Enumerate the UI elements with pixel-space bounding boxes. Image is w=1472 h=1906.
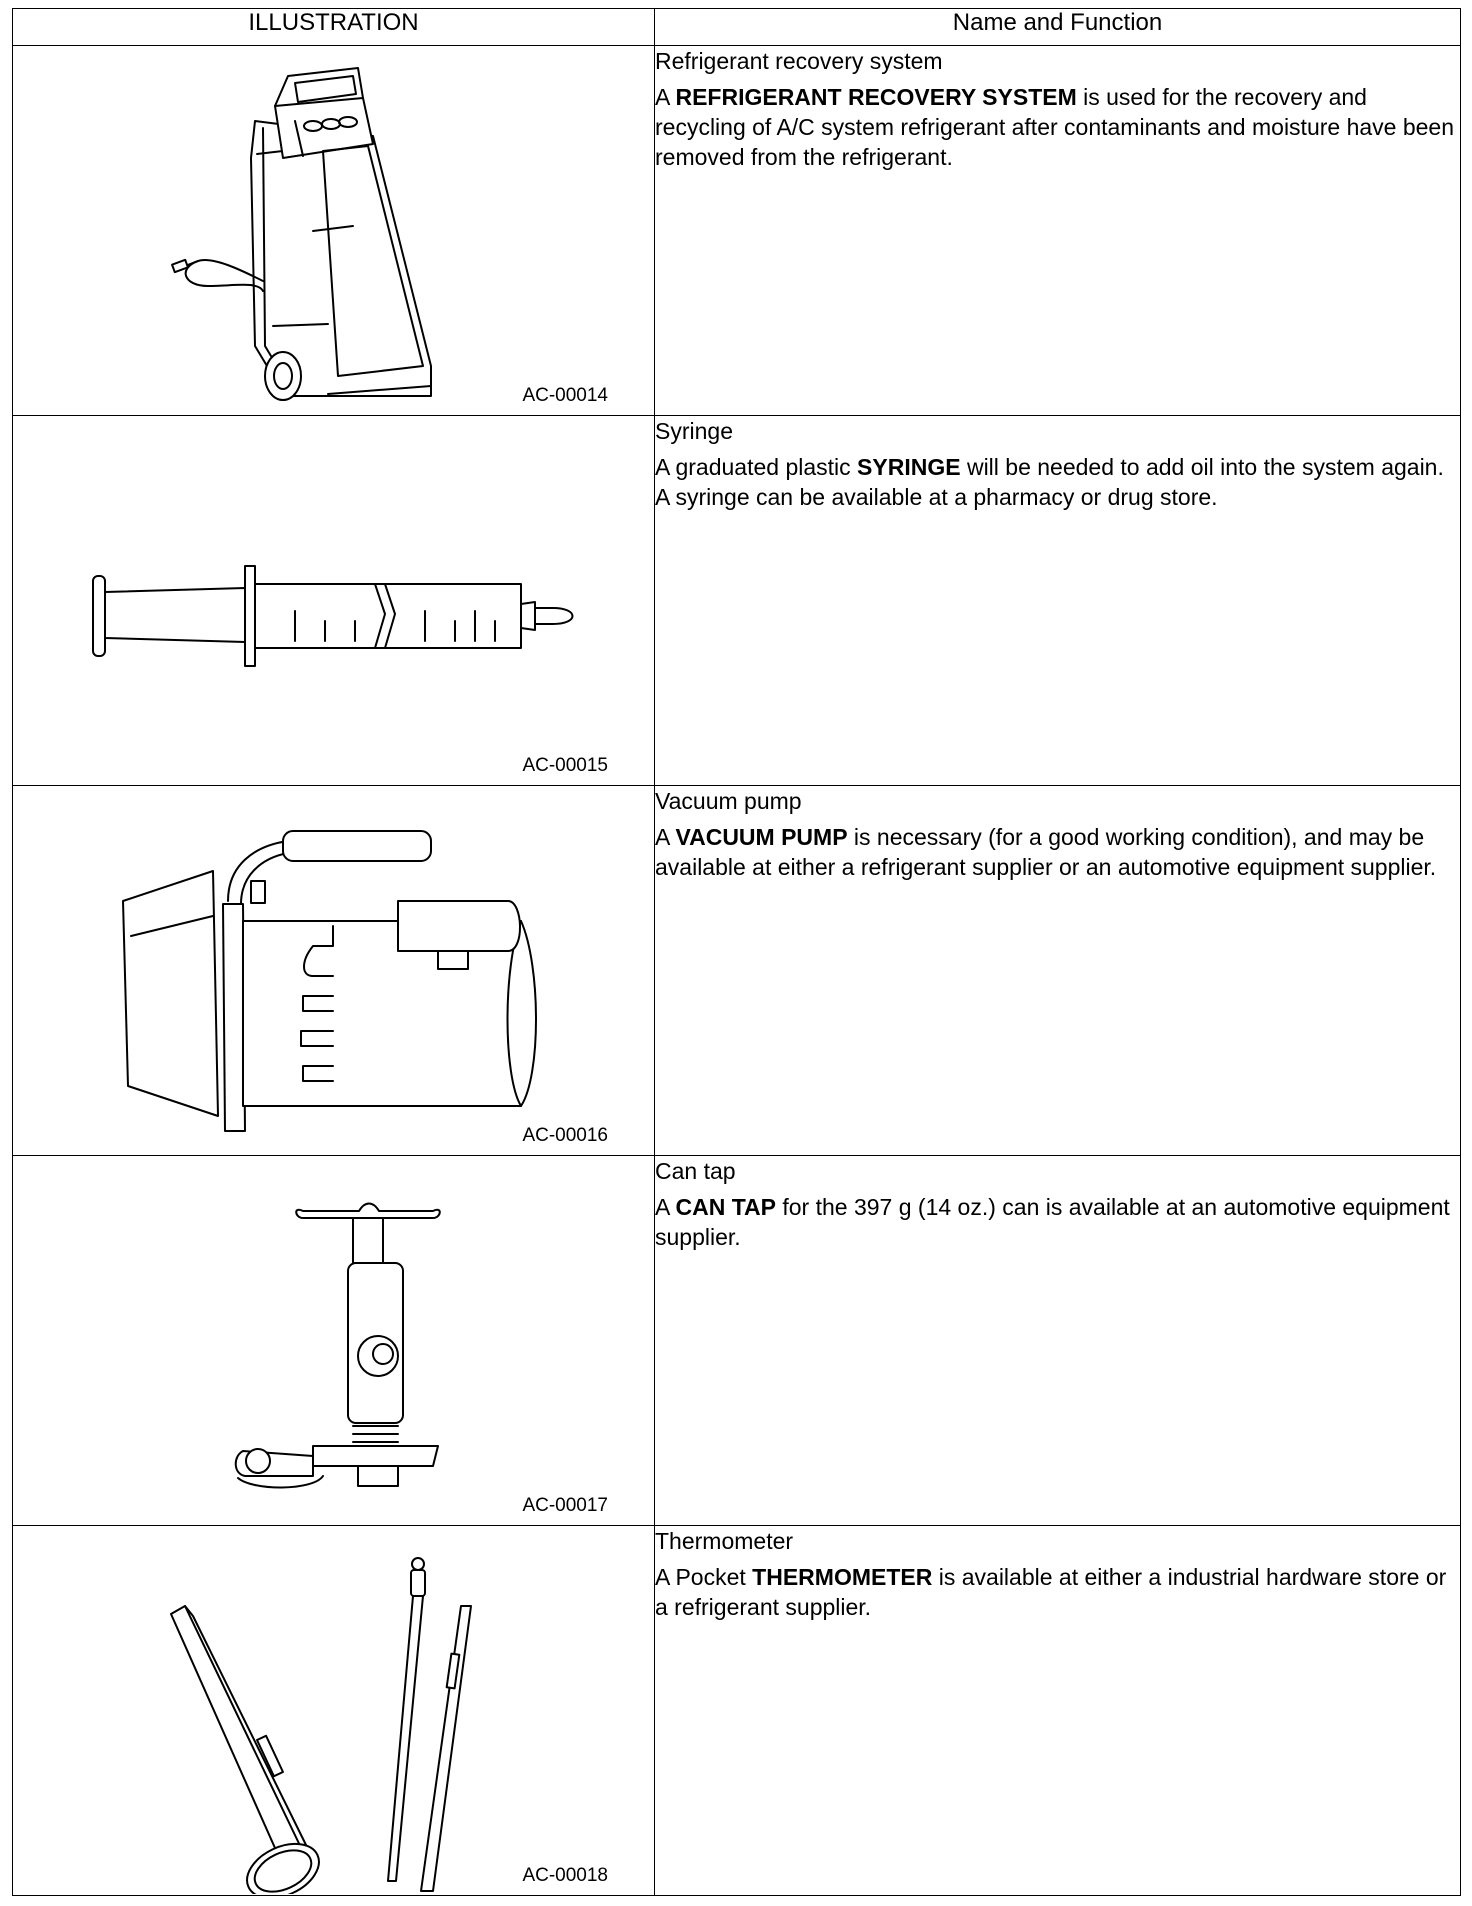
tool-function: A REFRIGERANT RECOVERY SYSTEM is used for the recovery and recycling of A/C system refrigerant after contaminants and moisture have been removed from the refrigerant.: [655, 84, 1455, 170]
illustration-code: AC-00016: [522, 1125, 608, 1146]
tool-function: A graduated plastic SYRINGE will be needed to add oil into the system again. A syringe can be available at a pharmacy or drug store.: [655, 454, 1444, 510]
illustration-cell: [13, 416, 655, 786]
header-illustration: ILLUSTRATION: [13, 9, 655, 46]
tool-function: A CAN TAP for the 397 g (14 oz.) can is available at an automotive equipment supplier.: [655, 1194, 1450, 1250]
table-row: [13, 416, 1461, 786]
description-cell: [655, 1526, 1461, 1896]
illustration-code: AC-00015: [522, 755, 608, 776]
description-cell: [655, 46, 1461, 416]
illustration-code: AC-00014: [522, 385, 608, 406]
illustration-code: AC-00018: [522, 1865, 608, 1886]
table-row: [13, 1156, 1461, 1526]
thermometer-icon: [13, 1526, 655, 1894]
can-tap-icon: [13, 1156, 655, 1524]
table-row: [13, 46, 1461, 416]
tool-name: Refrigerant recovery system: [655, 48, 943, 74]
tools-table: [12, 8, 1461, 1896]
description-cell: [655, 416, 1461, 786]
description-cell: [655, 1156, 1461, 1526]
illustration-cell: [13, 1156, 655, 1526]
tool-function: A VACUUM PUMP is necessary (for a good working condition), and may be available at either a refrigerant supplier or an automotive equipment supplier.: [655, 824, 1437, 880]
syringe-icon: [13, 416, 655, 784]
vacuum-pump-icon: [13, 786, 655, 1154]
description-cell: [655, 786, 1461, 1156]
table-row: [13, 786, 1461, 1156]
illustration-cell: [13, 786, 655, 1156]
tool-name: Vacuum pump: [655, 788, 802, 814]
refrigerant-recovery-system-icon: [13, 46, 655, 414]
tool-function: A Pocket THERMOMETER is available at either a industrial hardware store or a refrigerant supplier.: [655, 1564, 1447, 1620]
illustration-cell: [13, 1526, 655, 1896]
tool-name: Thermometer: [655, 1528, 794, 1554]
header-row: [13, 9, 1461, 46]
illustration-cell: [13, 46, 655, 416]
table-row: [13, 1526, 1461, 1896]
tool-name: Syringe: [655, 418, 733, 444]
tool-name: Can tap: [655, 1158, 736, 1184]
illustration-code: AC-00017: [522, 1495, 608, 1516]
header-name-function: Name and Function: [655, 9, 1461, 46]
